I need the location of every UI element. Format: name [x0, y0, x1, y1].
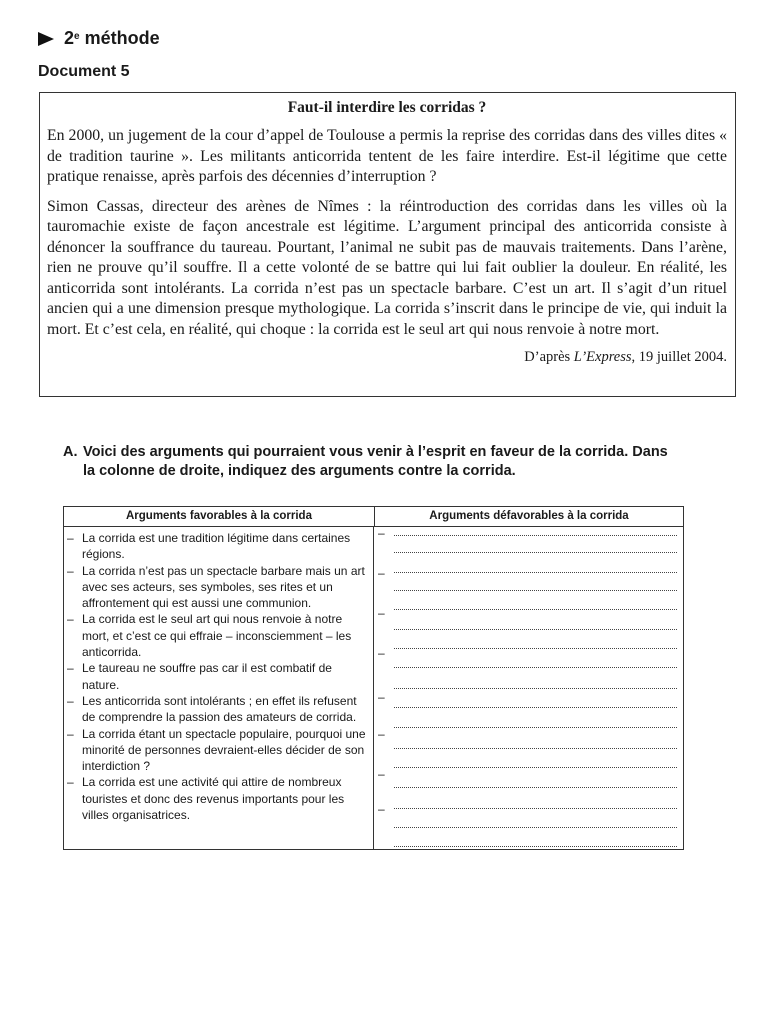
- answer-dash: –: [378, 767, 385, 781]
- header-favorable: Arguments favorables à la corrida: [64, 507, 375, 526]
- list-dash: –: [67, 531, 74, 545]
- favorable-argument-item: [67, 774, 369, 823]
- favorable-argument-text: La corrida est une tradition légitime dans certaines régions.: [82, 531, 351, 562]
- arrow-bullet-icon: [38, 32, 54, 46]
- answer-line[interactable]: [394, 767, 677, 768]
- answer-line[interactable]: [394, 808, 677, 809]
- favorable-argument-item: [67, 563, 369, 612]
- answer-line[interactable]: [394, 535, 677, 536]
- question-text: Voici des arguments qui pourraient vous venir à l’esprit en faveur de la corrida. Dans la colonne de droite, indiquez des arguments contre la corrida.: [83, 444, 668, 479]
- answer-dash: –: [378, 690, 385, 704]
- unfavorable-arguments-answer-area[interactable]: [374, 527, 683, 850]
- favorable-argument-text: La corrida étant un spectacle populaire, pourquoi une minorité de personnes devraient-elles décider de son interdiction ?: [82, 726, 366, 774]
- favorable-argument-text: Le taureau ne souffre pas car il est combatif de nature.: [82, 661, 332, 692]
- source-prefix: D’après: [524, 349, 574, 365]
- list-dash: –: [67, 693, 74, 708]
- list-dash: –: [67, 612, 74, 627]
- document-box: [39, 92, 736, 397]
- favorable-argument-item: [67, 726, 369, 775]
- answer-line[interactable]: [394, 667, 677, 668]
- answer-line[interactable]: [394, 572, 677, 573]
- question-a: [63, 443, 673, 481]
- answer-dash: –: [378, 802, 385, 816]
- table-body: [64, 527, 683, 850]
- answer-dash: –: [378, 566, 385, 580]
- answer-line[interactable]: [394, 609, 677, 610]
- method-label: méthode: [84, 28, 160, 48]
- answer-line[interactable]: [394, 787, 677, 788]
- document-source: [47, 349, 727, 366]
- list-dash: –: [67, 661, 74, 676]
- source-date: , 19 juillet 2004.: [631, 349, 727, 365]
- list-dash: –: [67, 775, 74, 790]
- list-dash: –: [67, 726, 74, 741]
- answer-line[interactable]: [394, 727, 677, 728]
- favorable-argument-text: La corrida n’est pas un spectacle barbare mais un art avec ses acteurs, ses symboles, ses rites et un affrontement qui est aussi une communion.: [82, 563, 365, 611]
- list-dash: –: [67, 563, 74, 578]
- method-heading: [38, 28, 160, 49]
- answer-dash: –: [378, 646, 385, 660]
- question-letter: A.: [63, 444, 78, 460]
- favorable-arguments-list: [64, 527, 374, 850]
- answer-line[interactable]: [394, 846, 677, 847]
- method-number: 2: [64, 28, 75, 48]
- answer-dash: –: [378, 606, 385, 620]
- answer-line[interactable]: [394, 827, 677, 828]
- answer-line[interactable]: [394, 629, 677, 630]
- answer-line[interactable]: [394, 707, 677, 708]
- favorable-argument-text: La corrida est le seul art qui nous renvoie à notre mort, et c’est ce qui effraie – inconsciemment – les anticorrida.: [82, 612, 352, 660]
- favorable-argument-item: [67, 660, 369, 693]
- favorable-argument-item: [67, 693, 369, 726]
- header-unfavorable: Arguments défavorables à la corrida: [429, 510, 629, 522]
- favorable-argument-text: Les anticorrida sont intolérants ; en effet ils refusent de comprendre la passion des amateurs de corrida.: [82, 693, 357, 725]
- document-intro: En 2000, un jugement de la cour d’appel de Toulouse a permis la reprise des corridas dans des villes dites « de tradition taurine ». Les militants anticorrida tentent de les faire interdire. Est-il légitime que cette pratique renaisse, après parfois des décennies d’interruption ?: [47, 127, 727, 185]
- answer-line[interactable]: [394, 648, 677, 649]
- source-publication: L’Express: [573, 349, 632, 365]
- favorable-argument-item: [67, 530, 369, 563]
- document-label: Document 5: [38, 63, 130, 80]
- answer-dash: –: [378, 526, 385, 540]
- favorable-argument-text: La corrida est une activité qui attire de nombreux touristes et donc des revenus importants pour les villes organisatrices.: [82, 775, 345, 823]
- document-body: Simon Cassas, directeur des arènes de Nîmes : la réintroduction des corridas dans les villes où la tauromachie existe de façon ancestrale est légitime. L’argument principal des anticorrida consiste à dénoncer la souffrance du taureau. Pourtant, l’animal ne subit pas de mauvais traitements. Dans l’arène, rien ne prouve qu’il souffre. Il a cette volonté de se battre qui lui fait oublier la douleur. En réalité, les anticorrida sont intolérants. La corrida n’est pas un spectacle barbare. C’est un art. Il s’agit d’un rituel ancien qui a une dimension presque mythologique. La corrida s’inscrit dans le principe de vie, qui induit la mort. Et c’est cela, en réalité, qui choque : la corrida est le seul art qui nous renvoie à notre mort.: [47, 197, 727, 338]
- method-superscript: e: [74, 31, 80, 42]
- document-title: Faut-il interdire les corridas ?: [287, 99, 487, 116]
- favorable-argument-item: [67, 611, 369, 660]
- answer-line[interactable]: [394, 590, 677, 591]
- answer-line[interactable]: [394, 552, 677, 553]
- table-header: [64, 507, 683, 527]
- answer-dash: –: [378, 727, 385, 741]
- answer-line[interactable]: [394, 748, 677, 749]
- arguments-table: [63, 506, 684, 850]
- answer-line[interactable]: [394, 688, 677, 689]
